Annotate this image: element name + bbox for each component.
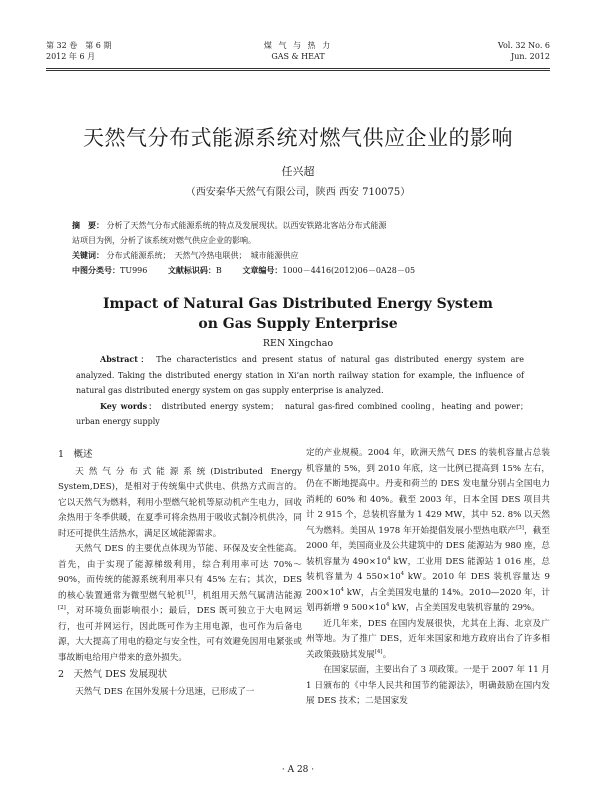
author-english: REN Xingchao — [262, 338, 334, 349]
abstract-cn-line2 — [72, 233, 524, 248]
body-column-left — [58, 446, 302, 700]
paragraph-4: 近几年来，DES 在国内发展很快，尤其在上海、北京及广州等地。为了推广 DES，近年来国家和地方政府出台了许多相关政策鼓励其发展[4]。 — [306, 618, 550, 660]
citation-4: [4] — [374, 648, 383, 655]
journal-name: 煤 气 与 热 力 GAS & HEAT — [263, 41, 333, 61]
abstract-chinese — [72, 218, 524, 278]
paragraph-3-start: 天然气 DES 在国外发展十分迅速，已形成了一 — [75, 686, 255, 697]
citation-1: [1] — [185, 589, 193, 596]
keywords-cn: 关键词： 分布式能源系统； 天然气冷热电联供； 城市能源供应 — [72, 250, 299, 260]
journal-volume-issue: 第 32 卷 第 6 期 2012 年 6 月 — [46, 41, 112, 61]
body-column-right — [306, 446, 550, 710]
header-rule-thin — [46, 70, 550, 71]
journal-volume-issue-en: Vol. 32 No. 6 Jun. 2012 — [497, 41, 550, 61]
header-rule — [46, 68, 550, 69]
classification-line: 中图分类号：TU996 文献标识码：B 文章编号：1000－4416(2012)06－0A28－05 — [72, 265, 416, 275]
abstract-cn-label: 摘 要： — [72, 220, 104, 230]
paragraph-1: 天然气分布式能源系统(Distributed Energy System,DES)，是相对于传统集中式供电、供热方式而言的。它以天然气为燃料，利用小型燃气轮机等原动机产生电力，回收余热用于冬季供暖，在夏季可将余热用于吸收式制冷机供冷，同时还可提供生活热水，满足区域能源需求。 — [58, 466, 302, 539]
paragraph-5: 在国家层面，主要出台了 3 项政策。一是于 2007 年 11 月 1 日颁布的《中华人民共和国节约能源法》，明确鼓励在国内发展 DES 技术；二是国家发 — [306, 665, 550, 706]
abstract-cn-line1 — [72, 218, 524, 233]
abstract-en-body: Abstract： The characteristics and present status of natural gas distributed energy system are analyzed. Taking the distributed energy station in Xi’an north railway station for example, the influence of natural gas distributed energy system on gas supply enterprise is analyzed. — [76, 354, 524, 395]
section-heading-1: 1 概述 — [58, 449, 93, 460]
paragraph-3-cont: 定的产业规模。2004 年，欧洲天然气 DES 的装机容量占总装机容量的 5%，到 2010 年底，这一比例已提高到 15% 左右，仍在不断地提高中。丹麦和荷兰的 DES 发电量分别占全国电力消耗的 60% 和 40%。截至 2003 年，日本全国 DES 项目共计 2 915 个，总装机容量为 1 429 MW，其中 52. 8% 以天然气为燃料。美国从 1978 年开始提倡发展小型热电联产[3]，截至 2000 年，美国商业及公共建筑中的 DES 能源站为 980 座，总装机容量为 $490\times 10^4$ kW，工业用 DES 能源站 1 016 座，总装机容量为 4 $550\times 10^4$ kW。2010 年 DES 装机容量达 9 $200\times 10^4$ kW，占全美国发电量的 14%。2010—2020 年，计划再新增 9 $500\times 10^4$ kW，占全美国发电装机容量的 29%。 — [306, 448, 550, 613]
page-number: · A 28 · — [281, 765, 315, 775]
title-english: Impact of Natural Gas Distributed Energy System on Gas Supply Enterprise — [102, 296, 493, 332]
abstract-cn-text1: 分析了天然气分布式能源系统的特点及发展现状。以西安铁路北客站分布式能源 — [106, 221, 387, 230]
paragraph-2: 天然气 DES 的主要优点体现为节能、环保及安全性能高。首先，由于实现了能源梯级利用，综合利用率可达 70%～90%，而传统的能源系统利用率只有 45% 左右；其次，DES 的核心装置通常为微型燃气轮机[1]，机组用天然气属清洁能源[2]，对环境负面影响很小；最后，DES 既可独立于大电网运行，也可并网运行，因此既可作为主用电源，也可作为后备电源，大大提高了用电的稳定与安全性，可有效避免因用电紧张或事故断电给用户带来的意外损失。 — [58, 544, 302, 663]
abstract-english — [76, 352, 532, 430]
abstract-cn-text2: 站项目为例，分析了该系统对燃气供应企业的影响。 — [72, 236, 256, 245]
keywords-en: Key words： distributed energy system； natural gas-fired combined cooling，heating and power； urban energy supply — [76, 400, 532, 426]
author-chinese: 任兴超 — [281, 165, 315, 178]
citation-3: [3] — [516, 524, 524, 531]
section-heading-2: 2 天然气 DES 发展现状 — [58, 669, 168, 680]
affiliation-chinese: （西安秦华天然气有限公司，陕西 西安 710075） — [185, 187, 411, 198]
citation-2: [2] — [58, 605, 66, 612]
title-chinese: 天然气分布式能源系统对燃气供应企业的影响 — [83, 126, 513, 150]
